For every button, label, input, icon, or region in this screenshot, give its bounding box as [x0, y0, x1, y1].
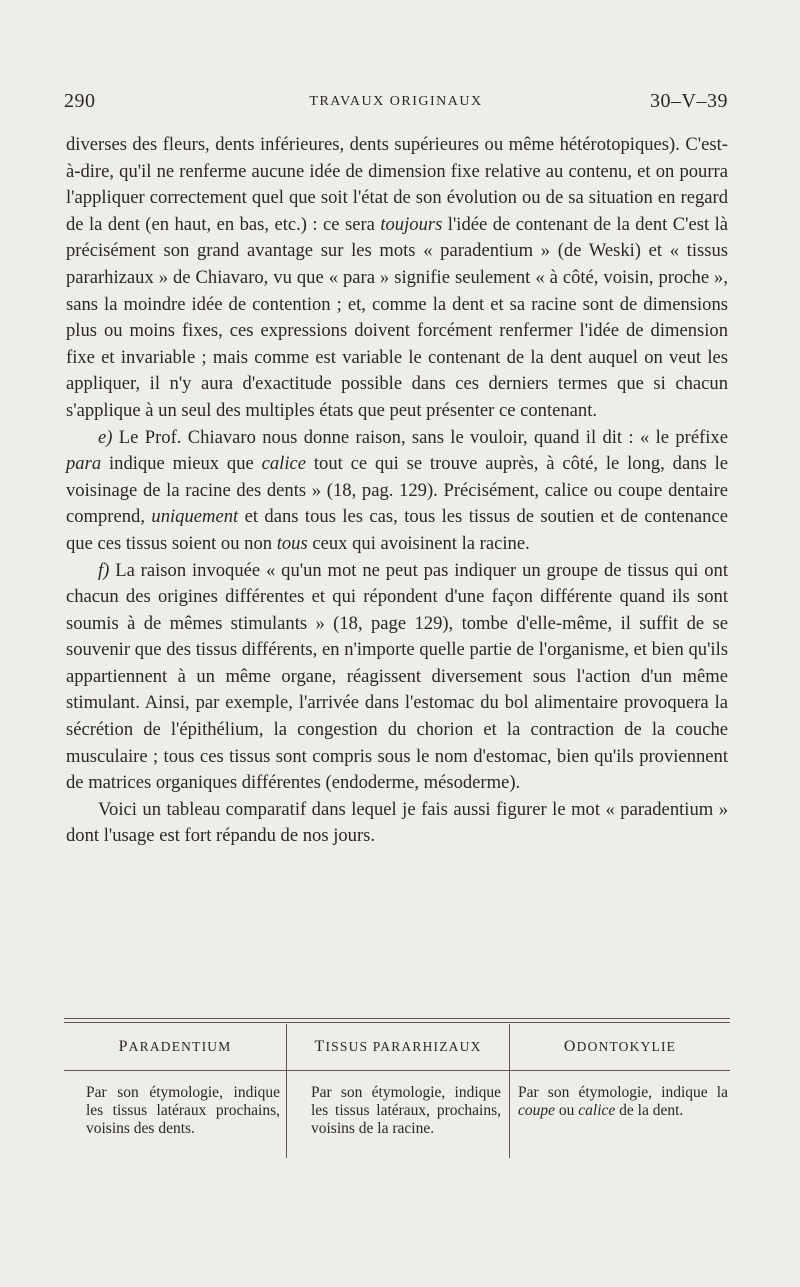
column-header-odontokylie: ODONTOKYLIE [563, 1038, 677, 1055]
paragraph-e: e) Le Prof. Chiavaro nous donne raison, sans le vouloir, quand il dit : « le préfixe para indique mieux que calice tout ce qui se trouve auprès, à côté, le long, dans le voisinage de la racine des dents » (18, pag. 129). Précisément, calice ou coupe dentaire comprend, uniquement et dans tous les cas, tous les tissus de soutien et de contenance que ces tissus soient ou non tous ceux qui avoisinent la racine. [66, 426, 728, 554]
column-header-tissus-pararhizaux: TISSUS PARARHIZAUX [314, 1038, 482, 1055]
column-header-paradentium: PARADENTIUM [118, 1038, 232, 1055]
table-cell: Par son étymologie, indique la coupe ou calice de la dent. [518, 1084, 728, 1119]
table-cell: Par son étymologie, indique les tissus latéraux prochains, voisins des dents. [86, 1084, 280, 1137]
header-date: 30–V–39 [650, 90, 728, 112]
table-top-rule [64, 1018, 730, 1019]
table-column-tissus-pararhizaux [287, 1024, 509, 1160]
paragraph-table-intro: Voici un tableau comparatif dans lequel je fais aussi figurer le mot « paradentium » dont l'usage est fort répandu de nos jours. [66, 798, 728, 847]
item-label-e: e) [98, 426, 113, 448]
table-column-odontokylie [510, 1024, 730, 1160]
running-header [64, 90, 728, 116]
table-column-paradentium [64, 1024, 286, 1160]
item-label-f: f) [98, 559, 110, 581]
paragraph-f: f) La raison invoquée « qu'un mot ne peut pas indiquer un groupe de tissus qui ont chacun des origines différentes et qui répondent d'une façon différente quand ils sont soumis à de mêmes stimulants » (18, page 129), tombe d'elle-même, il suffit de se souvenir que des tissus différents, en n'importe quelle partie de l'organisme, et bien qu'ils appartiennent à un même organe, réagissent diversement sous l'action d'un même stimulant. Ainsi, par exemple, l'arrivée dans l'estomac du bol alimentaire provoquera la sécrétion de l'épithélium, la congestion du chorion et la contraction de la couche musculaire ; tous ces tissus sont compris sous le nom d'estomac, bien qu'ils proviennent de matrices organiques différentes (endoderme, mésoderme). [66, 559, 728, 794]
table-cell: Par son étymologie, indique les tissus latéraux, prochains, voisins de la racine. [311, 1084, 501, 1137]
body-text [66, 132, 728, 850]
running-title: TRAVAUX ORIGINAUX [309, 94, 483, 109]
page-number: 290 [64, 90, 96, 112]
paragraph-continued: diverses des fleurs, dents inférieures, dents supérieures ou même hétérotopiques). C'est-à-dire, qu'il ne renferme aucune idée de dimension fixe relative au contenu, et on pourra l'appliquer correctement quel que soit l'état de son évolution ou de sa situation en regard de la dent (en haut, en bas, etc.) : ce sera toujours l'idée de contenant de la dent C'est là précisément son grand avantage sur les mots « paradentium » (de Weski) et « tissus pararhizaux » de Chiavaro, vu que « para » signifie seulement « à côté, voisin, proche », sans la moindre idée de contention ; et, comme la dent et sa racine sont de dimensions plus ou moins fixes, ces expressions doivent forcément renfermer l'idée de dimension fixe et invariable ; mais comme est variable le contenant de la dent auquel on veut les appliquer, il n'y aura d'exactitude possible dans ces derniers termes que si chacun s'applique à un seul des multiples états que peut présenter ce contenant. [66, 134, 728, 421]
comparison-table [64, 1024, 730, 1160]
